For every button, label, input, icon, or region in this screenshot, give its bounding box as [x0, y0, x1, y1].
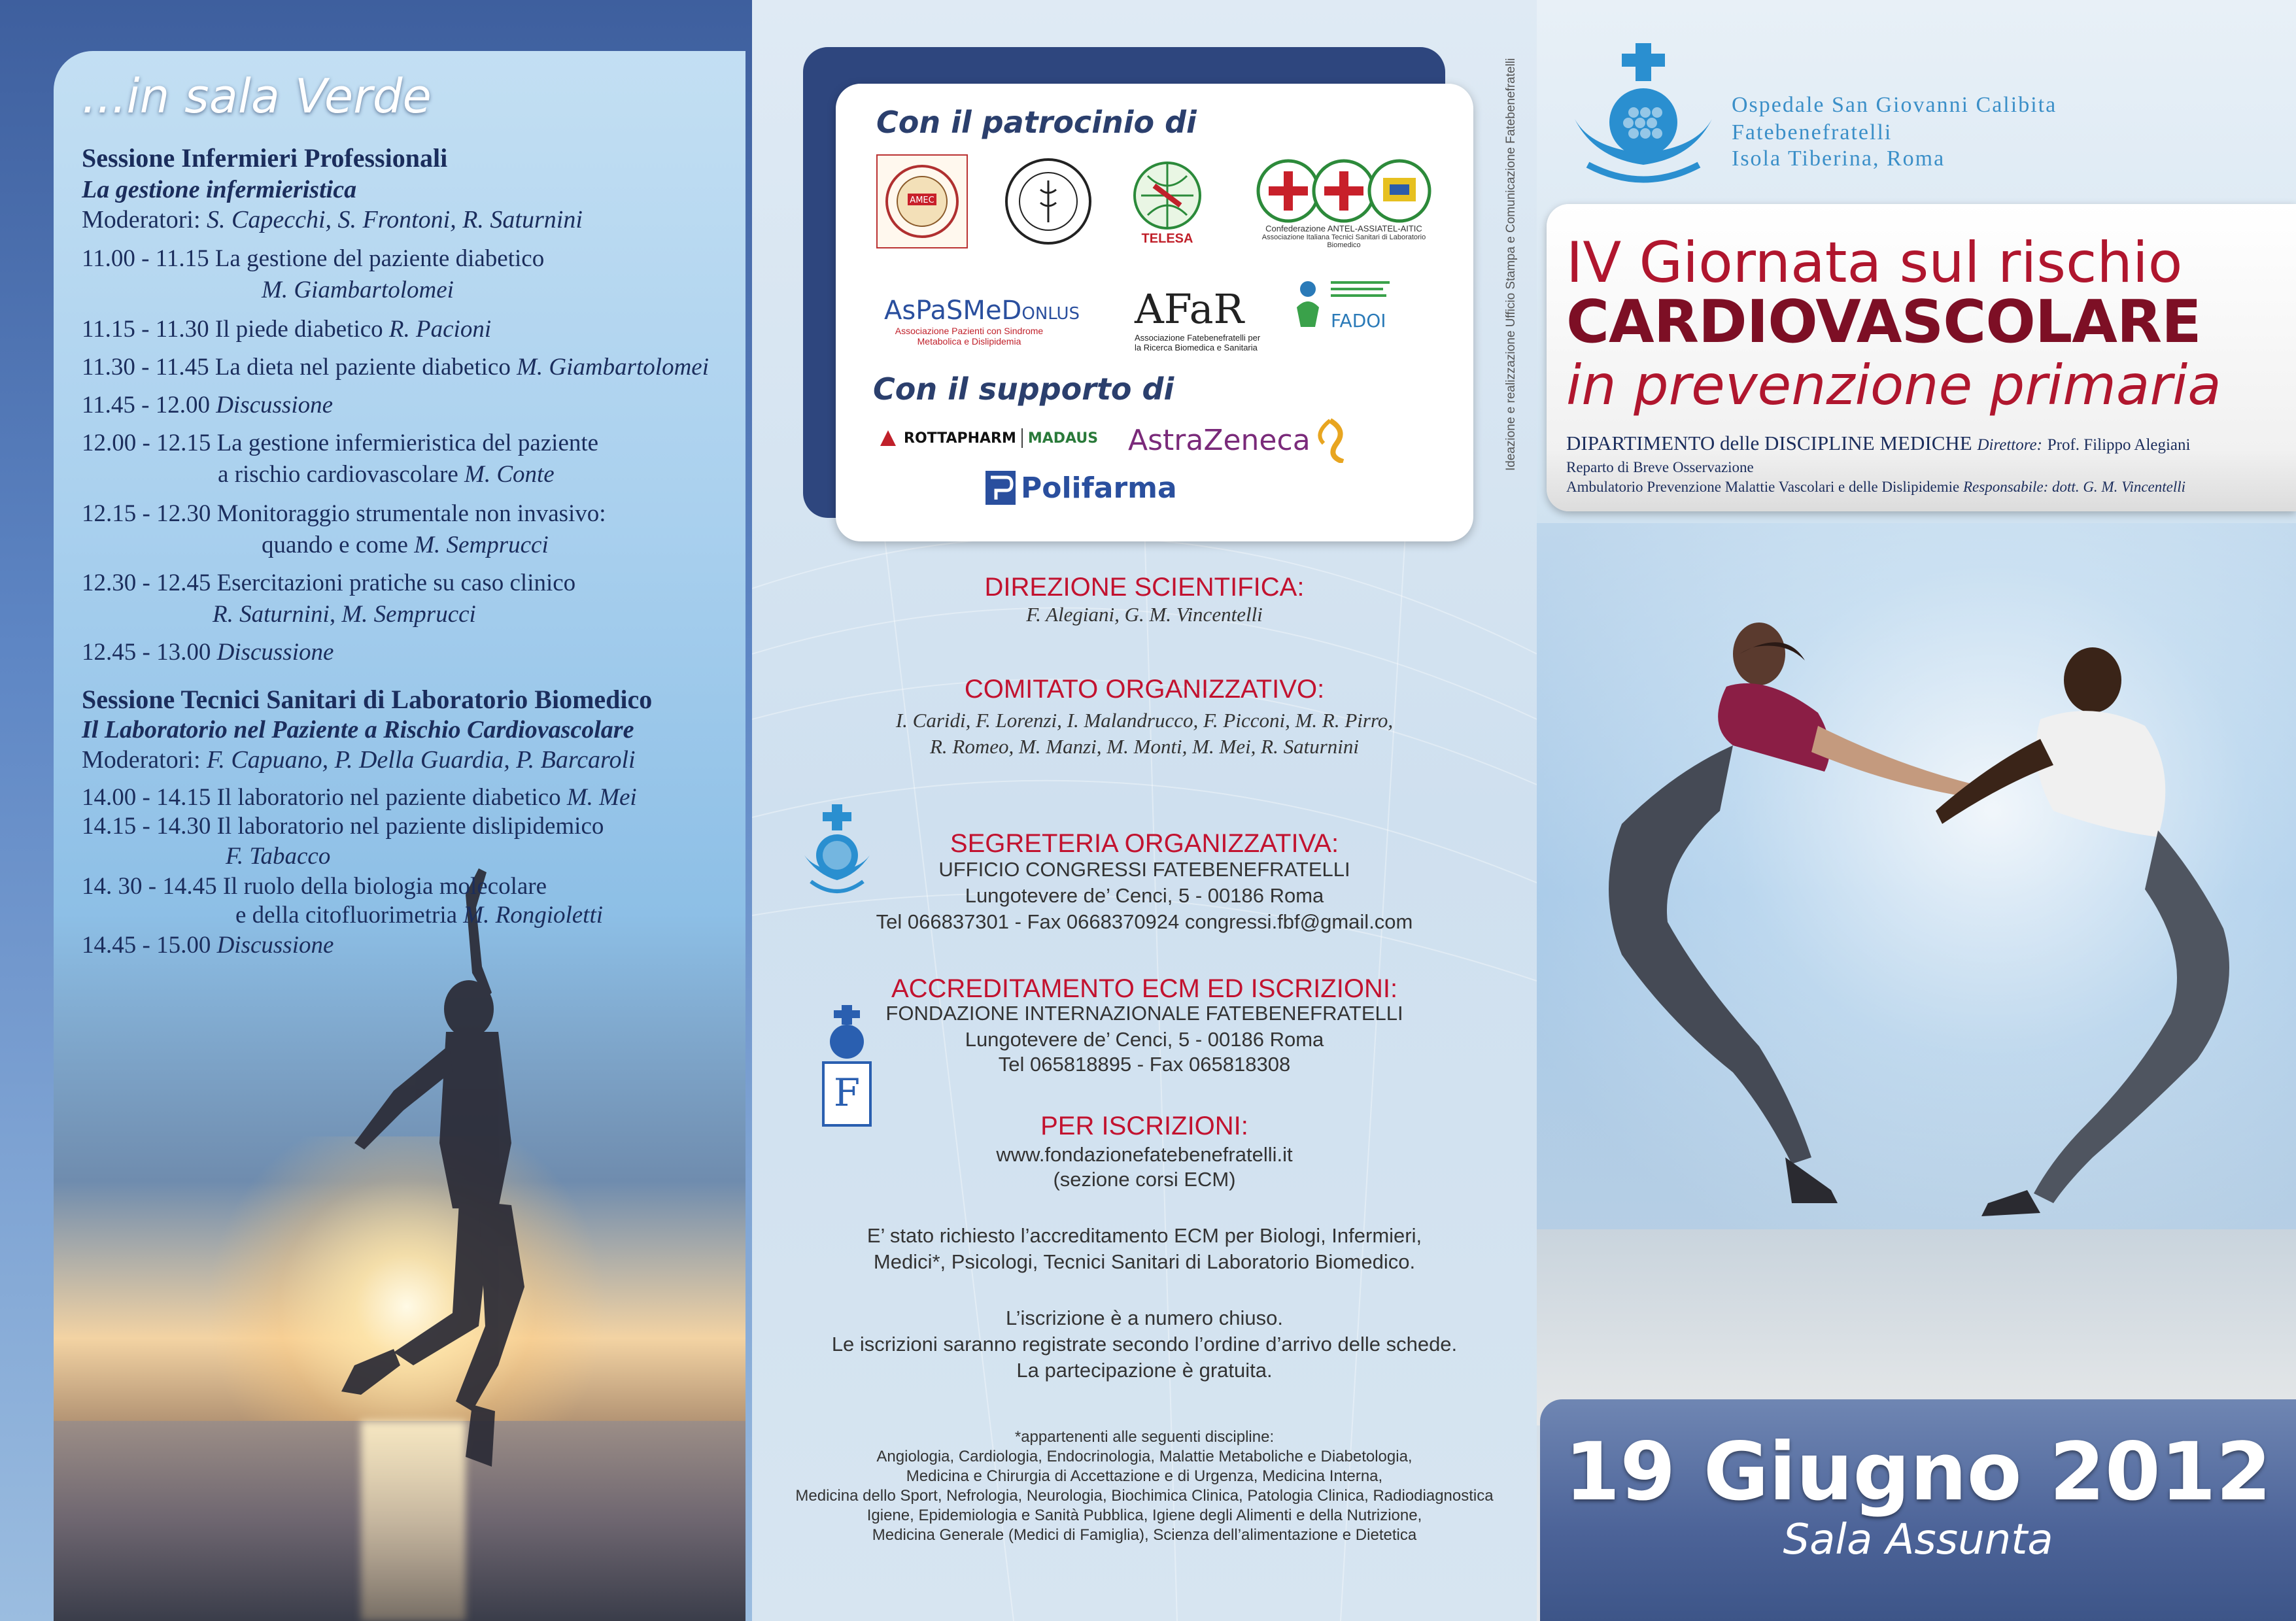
ecm-heading: ACCREDITAMENTO ECM ED ISCRIZIONI: — [891, 974, 1398, 1003]
program-topic: Il piede diabetico — [214, 316, 383, 343]
discipline-line-6: Medicina Generale (Medici di Famiglia), Scienza dell’alimentazione e Dietetica — [872, 1526, 1417, 1544]
comitato-heading: COMITATO ORGANIZZATIVO: — [964, 675, 1325, 704]
astrazeneca-swirl-icon — [1311, 417, 1350, 463]
confederazione-logo — [1246, 154, 1442, 252]
madaus-name: MADAUS — [1027, 430, 1099, 447]
comitato-line-2: R. Romeo, M. Manzi, M. Monti, M. Mei, R. Saturnini — [929, 735, 1360, 758]
aspasmed-caption: Associazione Pazienti con Sindrome Metabolica e Dislipidemia — [895, 326, 1044, 347]
hospital-name-line-2: Fatebenefratelli — [1732, 120, 1893, 145]
discipline-line-4: Medicina dello Sport, Nefrologia, Neurologia, Biochimica Clinica, Patologia Clinica, Radiodiagnostica — [795, 1487, 1494, 1505]
hospital-name-line-1: Ospedale San Giovanni Calibita — [1732, 93, 2057, 117]
program-speaker: R. Saturnini, M. Semprucci — [213, 601, 476, 628]
polifarma-logo — [984, 469, 1177, 506]
program-item — [82, 812, 604, 840]
astrazeneca-logo — [1128, 417, 1350, 463]
program-speaker: M. Giambartolomei — [517, 354, 710, 381]
moderators-label: Moderatori: — [82, 746, 201, 774]
program-time: 11.30 - 11.45 — [82, 354, 209, 381]
program-discussion: Discussione — [216, 932, 334, 959]
numero-line-1: L’iscrizione è a numero chiuso. — [1006, 1306, 1283, 1329]
session2-subtitle: Il Laboratorio nel Paziente a Rischio Cardiovascolare — [82, 716, 634, 743]
segreteria-line-3: Tel 066837301 - Fax 0668370924 congressi.fbf@gmail.com — [876, 910, 1413, 933]
numero-line-2: Le iscrizioni saranno registrate secondo l’ordine d’arrivo delle schede. — [831, 1333, 1458, 1356]
jumping-man-figure — [1936, 647, 2229, 1216]
jumping-couple-heart-photo — [1569, 615, 2276, 1269]
afar-logo — [1135, 285, 1265, 352]
fadoi-logo — [1292, 275, 1409, 353]
ecm-line-1: FONDAZIONE INTERNAZIONALE FATEBENEFRATELLI — [885, 1002, 1403, 1025]
direzione-names: F. Alegiani, G. M. Vincentelli — [1026, 603, 1263, 626]
program-time: 14.15 - 14.30 — [82, 813, 211, 840]
rottapharm-name: ROTTAPHARM — [904, 430, 1016, 447]
responsabile-name: dott. G. M. Vincentelli — [2052, 479, 2186, 495]
program-speaker: M. Semprucci — [414, 532, 549, 558]
iscrizioni-note: (sezione corsi ECM) — [1053, 1168, 1236, 1191]
amec-logo — [876, 154, 968, 248]
program-discussion: Discussione — [216, 392, 334, 418]
confederazione-caption-sub: Associazione Italiana Tecnici Sanitari di Laboratorio Biomedico — [1261, 233, 1426, 249]
program-item — [82, 931, 334, 959]
telesa-logo — [1125, 157, 1210, 248]
aspasmed-name: AsPaSMeD — [884, 296, 1022, 326]
program-item — [82, 391, 333, 419]
program-topic: Monitoraggio strumentale non invasivo: — [216, 500, 606, 527]
program-item — [82, 315, 491, 343]
director-label: Direttore: — [1977, 436, 2042, 454]
polifarma-name: Polifarma — [1021, 471, 1177, 505]
ecm-line-2: Lungotevere de’ Cenci, 5 - 00186 Roma — [965, 1028, 1324, 1051]
session2-title: Sessione Tecnici Sanitari di Laboratorio Biomedico — [82, 685, 653, 714]
vertical-credit: Ideazione e realizzazione Ufficio Stampa e Comunicazione Fatebenefratelli — [1504, 58, 1518, 471]
discipline-line-1: *appartenenti alle seguenti discipline: — [1014, 1428, 1275, 1446]
session1-subtitle: La gestione infermieristica — [82, 176, 357, 203]
program-time: 12.00 - 12.15 — [82, 430, 211, 456]
responsabile-label: Responsabile: — [1962, 479, 2049, 495]
segreteria-line-2: Lungotevere de’ Cenci, 5 - 00186 Roma — [965, 884, 1324, 907]
program-topic: Il laboratorio nel paziente diabetico — [216, 784, 561, 811]
department-line — [1566, 432, 2190, 455]
hospital-emblem-icon — [1568, 41, 1719, 184]
confederazione-seals-icon — [1256, 158, 1432, 224]
program-item — [82, 245, 544, 273]
fadoi-figure-icon — [1292, 275, 1396, 347]
discipline-line-2: Angiologia, Cardiologia, Endocrinologia, Malattie Metaboliche e Diabetologia, — [876, 1448, 1413, 1465]
telesa-globe-icon — [1131, 160, 1203, 231]
segreteria-line-1: UFFICIO CONGRESSI FATEBENEFRATELLI — [938, 858, 1350, 881]
program-topic: Esercitazioni pratiche su caso clinico — [216, 570, 576, 596]
fadoi-logo-text: FADOI — [1331, 310, 1386, 332]
moderators-names: F. Capuano, P. Della Guardia, P. Barcaroli — [207, 746, 636, 774]
program-topic: La gestione infermieristica del paziente — [216, 430, 599, 456]
afar-caption: Associazione Fatebenefratelli per la Ricerca Biomedica e Sanitaria — [1135, 333, 1261, 352]
event-place: Sala Assunta — [1783, 1516, 2053, 1564]
program-topic: e della citofluorimetria — [235, 902, 458, 929]
ambulatorio-name: Ambulatorio Prevenzione Malattie Vascolari e delle Dislipidemie — [1566, 479, 1960, 495]
polifarma-mark-icon — [984, 469, 1017, 506]
rottapharm-logo — [878, 428, 1098, 449]
astrazeneca-name: AstraZeneca — [1128, 423, 1311, 457]
program-speaker: M. Mei — [566, 784, 637, 811]
program-item — [82, 638, 334, 666]
jumping-woman-silhouette — [315, 868, 590, 1522]
moderators-names: S. Capecchi, S. Frontoni, R. Saturnini — [207, 206, 583, 233]
confederazione-caption: Confederazione ANTEL-ASSIATEL-AITIC — [1265, 223, 1422, 233]
program-topic: La dieta nel paziente diabetico — [214, 354, 511, 381]
hospital-name-line-3: Isola Tiberina, Roma — [1732, 146, 1945, 171]
program-time: 14.00 - 14.15 — [82, 784, 211, 811]
program-item-continuation — [218, 460, 555, 488]
program-topic: Il ruolo della biologia molecolare — [222, 873, 547, 900]
ambulatorio-line — [1566, 479, 2185, 496]
logo-divider — [1021, 428, 1023, 448]
jumping-woman-figure — [1609, 623, 1975, 1203]
segreteria-heading: SEGRETERIA ORGANIZZATIVA: — [950, 829, 1339, 858]
aspasmed-logo — [884, 296, 1113, 347]
aspasmed-onlus: ONLUS — [1021, 304, 1080, 324]
program-item — [82, 783, 637, 811]
director-name: Prof. Filippo Alegiani — [2047, 436, 2191, 454]
program-time: 12.15 - 12.30 — [82, 500, 211, 527]
sala-verde-title: ...in sala Verde — [82, 69, 432, 124]
session1-moderators — [82, 205, 583, 234]
ecm-line-3: Tel 065818895 - Fax 065818308 — [998, 1053, 1291, 1076]
discipline-line-3: Medicina e Chirurgia di Accettazione e di Urgenza, Medicina Interna, — [906, 1467, 1383, 1485]
program-item-continuation — [262, 531, 549, 559]
program-topic: a rischio cardiovascolare — [218, 461, 458, 488]
amec-logo-text: AMEC — [910, 196, 934, 205]
program-item — [82, 429, 598, 457]
program-time: 12.30 - 12.45 — [82, 570, 211, 596]
supporto-heading: Con il supporto di — [873, 371, 1174, 407]
iscrizioni-website[interactable]: www.fondazionefatebenefratelli.it — [996, 1143, 1293, 1166]
comitato-line-1: I. Caridi, F. Lorenzi, I. Malandrucco, F. Picconi, M. R. Pirro, — [895, 709, 1394, 732]
reparto-line: Reparto di Breve Osservazione — [1566, 459, 1754, 475]
program-topic: quando e come — [262, 532, 408, 558]
program-time: 14.45 - 15.00 — [82, 932, 211, 959]
numero-line-3: La partecipazione è gratuita. — [1016, 1359, 1273, 1382]
program-item-continuation — [235, 901, 603, 929]
program-discussion: Discussione — [216, 639, 334, 666]
direzione-heading: DIREZIONE SCIENTIFICA: — [984, 573, 1305, 602]
program-time: 14. 30 - 14.45 — [82, 873, 217, 900]
fondazione-logo-text: F — [833, 1070, 861, 1115]
event-date: 19 Giugno 2012 — [1564, 1425, 2272, 1518]
accreditamento-line-2: Medici*, Psicologi, Tecnici Sanitari di Laboratorio Biomedico. — [873, 1250, 1416, 1273]
program-item — [82, 872, 547, 900]
program-speaker: M. Rongioletti — [463, 902, 604, 929]
telesa-label: TELESA — [1141, 231, 1193, 246]
program-time: 11.00 - 11.15 — [82, 245, 209, 272]
program-time: 11.45 - 12.00 — [82, 392, 210, 418]
program-item — [82, 353, 709, 381]
accreditamento-line-1: E’ stato richiesto l’accreditamento ECM per Biologi, Infermieri, — [866, 1224, 1422, 1247]
rottapharm-mark-icon — [878, 428, 899, 449]
program-time: 12.45 - 13.00 — [82, 639, 211, 666]
aspasmed-logo-text — [884, 296, 1113, 326]
moderators-label: Moderatori: — [82, 206, 201, 233]
simi-seal-icon — [1004, 157, 1093, 246]
session1-title: Sessione Infermieri Professionali — [82, 143, 448, 173]
program-topic: La gestione del paziente diabetico — [214, 245, 545, 272]
amec-vitruvian-icon — [883, 162, 961, 241]
program-speaker: R. Pacioni — [388, 316, 492, 343]
iscrizioni-heading: PER ISCRIZIONI: — [1040, 1112, 1248, 1140]
program-speaker: F. Tabacco — [226, 843, 331, 870]
session2-moderators — [82, 745, 636, 774]
program-speaker: M. Giambartolomei — [262, 277, 454, 303]
event-title-line-3: in prevenzione primaria — [1566, 353, 2221, 417]
program-speaker: M. Conte — [464, 461, 555, 488]
event-title-line-1: IV Giornata sul rischio — [1566, 230, 2183, 296]
program-topic: Il laboratorio nel paziente dislipidemico — [216, 813, 604, 840]
simi-logo — [1004, 157, 1093, 246]
event-title-line-2: CARDIOVASCOLARE — [1566, 288, 2201, 356]
program-item — [82, 569, 575, 597]
program-item — [82, 500, 606, 528]
program-time: 11.15 - 11.30 — [82, 316, 209, 343]
discipline-line-5: Igiene, Epidemiologia e Sanità Pubblica, Igiene degli Alimenti e della Nutrizione, — [866, 1507, 1422, 1524]
department-name: DIPARTIMENTO delle DISCIPLINE MEDICHE — [1566, 432, 1972, 454]
patrocinio-heading: Con il patrocinio di — [876, 105, 1197, 140]
afar-logo-text: AFaR — [1135, 285, 1244, 333]
